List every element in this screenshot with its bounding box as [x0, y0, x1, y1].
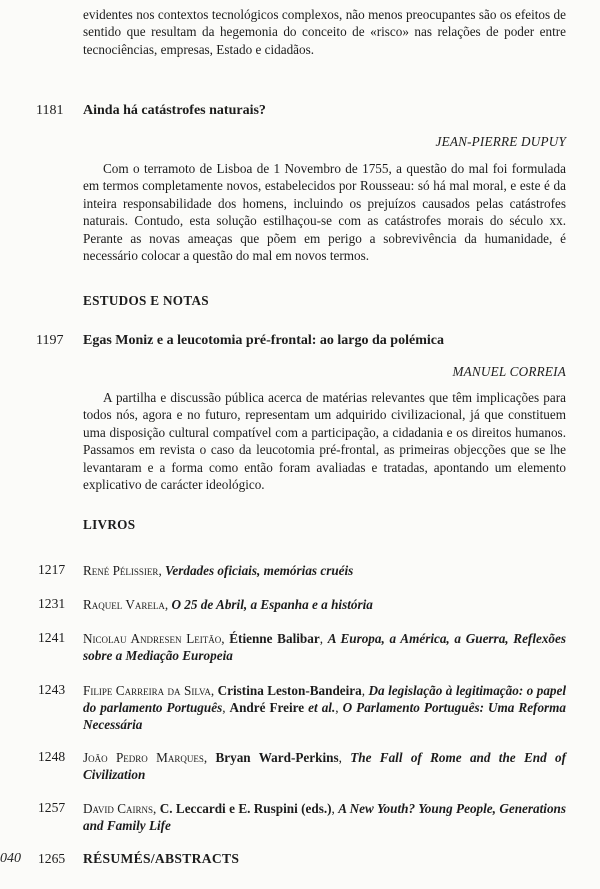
book-title: O Parlamento Português: Uma Reforma Necessária [83, 700, 567, 732]
book-entry [83, 800, 566, 834]
separator: , [361, 683, 369, 698]
separator: , [222, 700, 230, 715]
article-title: Egas Moniz e a leucotomia pré-frontal: ao largo da polémica [83, 333, 444, 348]
book-entry [83, 682, 566, 733]
separator: , [319, 631, 328, 646]
book-title: A New Youth? Young People, Generations and Family Life [83, 801, 567, 833]
book-author: Étienne Balibar [229, 631, 320, 646]
article-page-number: 1197 [36, 333, 64, 348]
section-heading-livros: LIVROS [83, 517, 136, 532]
book-entry [83, 562, 566, 579]
separator: , [164, 597, 172, 612]
book-author: C. Leccardi e E. Ruspini (eds.) [159, 801, 332, 816]
book-entry [83, 749, 566, 783]
book-page-number: 1243 [38, 682, 66, 697]
reviewer-name: Nicolau Andresen Leitão [83, 631, 222, 646]
book-author: Bryan Ward-Perkins [215, 750, 339, 765]
book-page-number: 1257 [38, 800, 66, 815]
book-page-number: 1248 [38, 749, 66, 764]
book-title: O 25 de Abril, a Espanha e a história [171, 597, 373, 612]
book-author: Cristina Leston-Bandeira [217, 683, 362, 698]
separator: , [203, 750, 216, 765]
page-folio: 040 [0, 851, 21, 866]
separator: , [335, 700, 343, 715]
book-entry [83, 630, 566, 664]
resumes-heading: RÉSUMÉS/ABSTRACTS [83, 851, 240, 866]
article-author: JEAN-PIERRE DUPUY [435, 134, 566, 149]
article-title: Ainda há catástrofes naturais? [83, 103, 266, 118]
book-title: Da legislação à legitimação: o papel do parlamento Português [83, 683, 567, 715]
article-page-number: 1181 [36, 103, 64, 118]
intro-paragraph: evidentes nos contextos tecnológicos complexos, não menos preocupantes são os efeitos de sentido que resultam da hegemonia do conceito de «risco» nas relações de poder entre tecnociências, empresas, Estado e cidadãos. [83, 7, 566, 57]
separator: , [338, 750, 351, 765]
book-title: The Fall of Rome and the End of Civilization [83, 750, 567, 782]
article-abstract: A partilha e discussão pública acerca de matérias relevantes que têm implicações para todos nós, agora e no futuro, representam um adquirido civilizacional, já que constituem uma disposição cultural compatível com a participação, a cidadania e os direitos humanos. Passamos em revista o caso da leucotomia pré-frontal, as primeiras objecções que se lhe levantaram e a forma como então foram avaliadas e tratadas, apontando um elemento explicativo de carácter ideológico. [83, 390, 566, 493]
article-author: MANUEL CORREIA [452, 364, 566, 379]
separator: , [158, 563, 166, 578]
reviewer-name: René Pélissier [83, 563, 159, 578]
reviewer-name: João Pedro Marques [83, 750, 204, 765]
book-page-number: 1241 [38, 630, 66, 645]
separator: , [221, 631, 230, 646]
separator: , [331, 801, 339, 816]
book-page-number: 1217 [38, 562, 66, 577]
article-abstract: Com o terramoto de Lisboa de 1 Novembro de 1755, a questão do mal foi formulada em termos completamente novos, estabelecidos por Rousseau: só há mal moral, e este é da inteira responsabilidade dos homens, incluindo os prejuízos causados pelas catástrofes naturais. Contudo, esta solução estilhaçou-se com as catástrofes morais do século xx. Perante as novas ameaças que põem em perigo a sobrevivência da humanidade, é necessário colocar a questão do mal em novos termos. [83, 161, 566, 264]
book-title: Verdades oficiais, memórias cruéis [165, 563, 354, 578]
book-entry [83, 596, 566, 613]
separator: , [153, 801, 160, 816]
book-page-number: 1231 [38, 596, 66, 611]
reviewer-name: David Cairns [83, 801, 154, 816]
reviewer-name: Raquel Varela [83, 597, 165, 612]
section-heading-estudos: ESTUDOS E NOTAS [83, 293, 209, 308]
reviewer-name: Filipe Carreira da Silva [83, 683, 211, 698]
resumes-page-number: 1265 [38, 851, 66, 866]
separator: , [210, 683, 218, 698]
book-author: André Freire [229, 700, 309, 715]
book-title: A Europa, a América, a Guerra, Reflexões sobre a Mediação Europeia [83, 631, 567, 663]
book-author-etal: et al. [308, 700, 336, 715]
